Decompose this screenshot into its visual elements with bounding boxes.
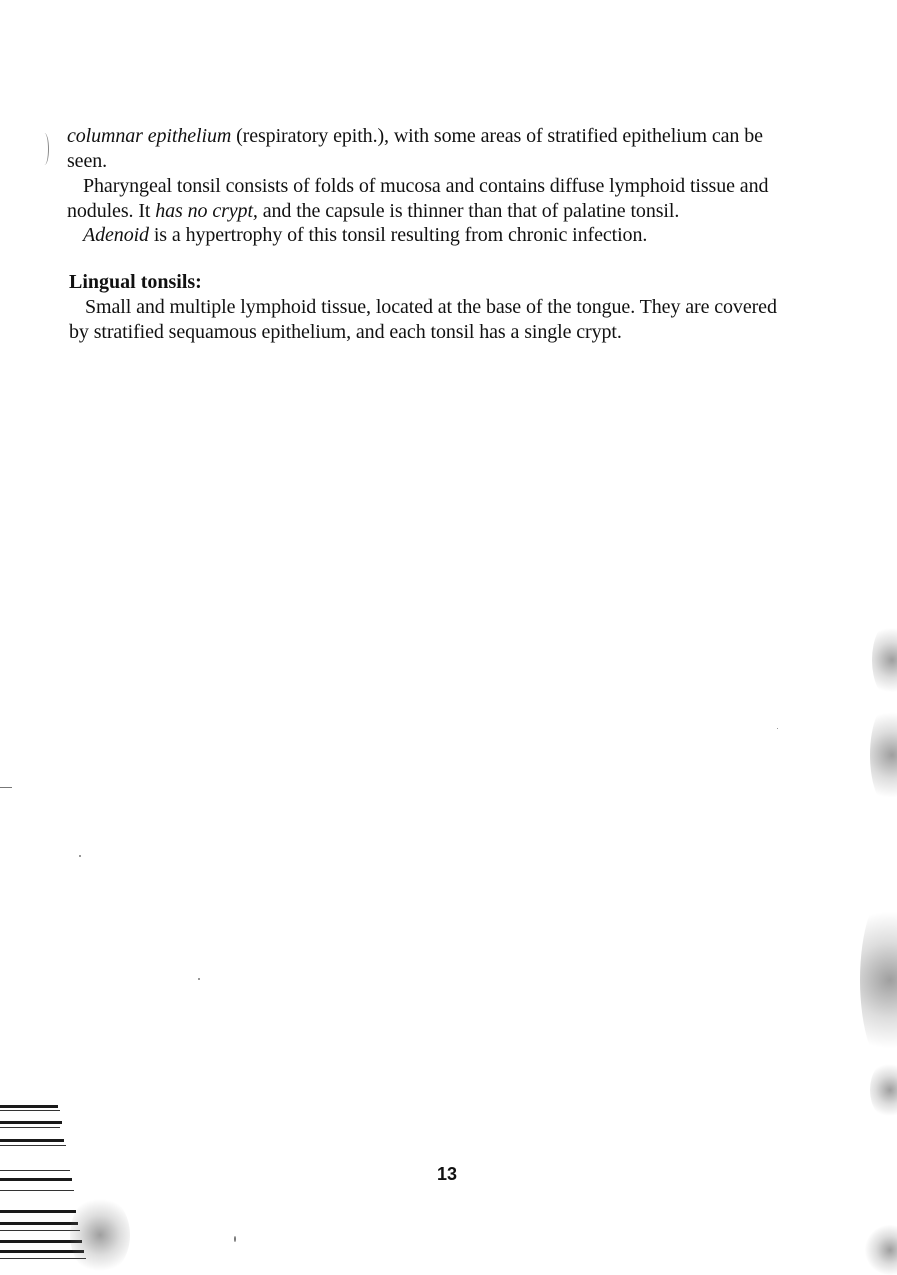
scan-edge-bar xyxy=(0,1178,72,1181)
text-span: (respiratory epith.), with some areas of stratified epithelium can be xyxy=(231,125,763,147)
section-heading-lingual-tonsils: Lingual tonsils: xyxy=(69,271,202,293)
scan-noise-left xyxy=(70,1195,130,1275)
scan-mark-left-tick xyxy=(0,787,12,788)
scan-dot xyxy=(198,978,200,980)
scan-noise-right xyxy=(865,1225,897,1275)
text-line xyxy=(67,124,763,149)
scan-edge-bar xyxy=(0,1127,60,1128)
text-span: nodules. It xyxy=(67,200,156,222)
scan-edge-bar xyxy=(0,1230,80,1231)
paragraph-lingual-tonsils xyxy=(69,295,849,345)
italic-term: has no crypt, xyxy=(155,200,258,222)
scan-edge-bar xyxy=(0,1170,70,1171)
scan-noise-right xyxy=(870,700,897,810)
page-number: 13 xyxy=(437,1164,458,1184)
paragraph-continuation xyxy=(67,124,847,174)
text-line: Small and multiple lymphoid tissue, located at the base of the tongue. They are covered xyxy=(85,296,777,318)
paragraph-adenoid xyxy=(67,223,847,248)
scan-edge-bar xyxy=(0,1258,86,1259)
scan-edge-bar xyxy=(0,1121,62,1124)
scan-mark-left-bracket xyxy=(40,133,49,165)
paragraph-pharyngeal-tonsil xyxy=(67,174,847,224)
scan-edge-bar xyxy=(0,1145,66,1146)
italic-term: columnar epithelium xyxy=(67,125,232,147)
text-span: and the capsule is thinner than that of palatine tonsil. xyxy=(257,200,680,222)
scan-noise-right xyxy=(860,890,897,1070)
text-line xyxy=(67,199,679,224)
scan-dot xyxy=(777,728,778,729)
scan-edge-bar xyxy=(0,1105,58,1108)
scan-noise-right xyxy=(872,620,897,700)
scan-edge-bar xyxy=(0,1190,74,1191)
scan-edge-bar xyxy=(0,1139,64,1142)
scan-noise-right xyxy=(870,1060,897,1120)
scan-edge-bar xyxy=(0,1210,76,1213)
text-line: Pharyngeal tonsil consists of folds of mucosa and contains diffuse lymphoid tissue and xyxy=(83,175,769,197)
scan-edge-bar xyxy=(0,1110,60,1111)
text-span: is a hypertrophy of this tonsil resulting from chronic infection. xyxy=(148,224,648,246)
italic-term: Adenoid xyxy=(83,224,149,246)
text-line xyxy=(83,223,647,248)
scan-edge-bar xyxy=(0,1222,78,1225)
text-line: by stratified sequamous epithelium, and each tonsil has a single crypt. xyxy=(69,321,622,343)
scan-dot xyxy=(79,855,81,857)
text-line: seen. xyxy=(67,150,108,172)
scan-dot xyxy=(234,1236,236,1242)
